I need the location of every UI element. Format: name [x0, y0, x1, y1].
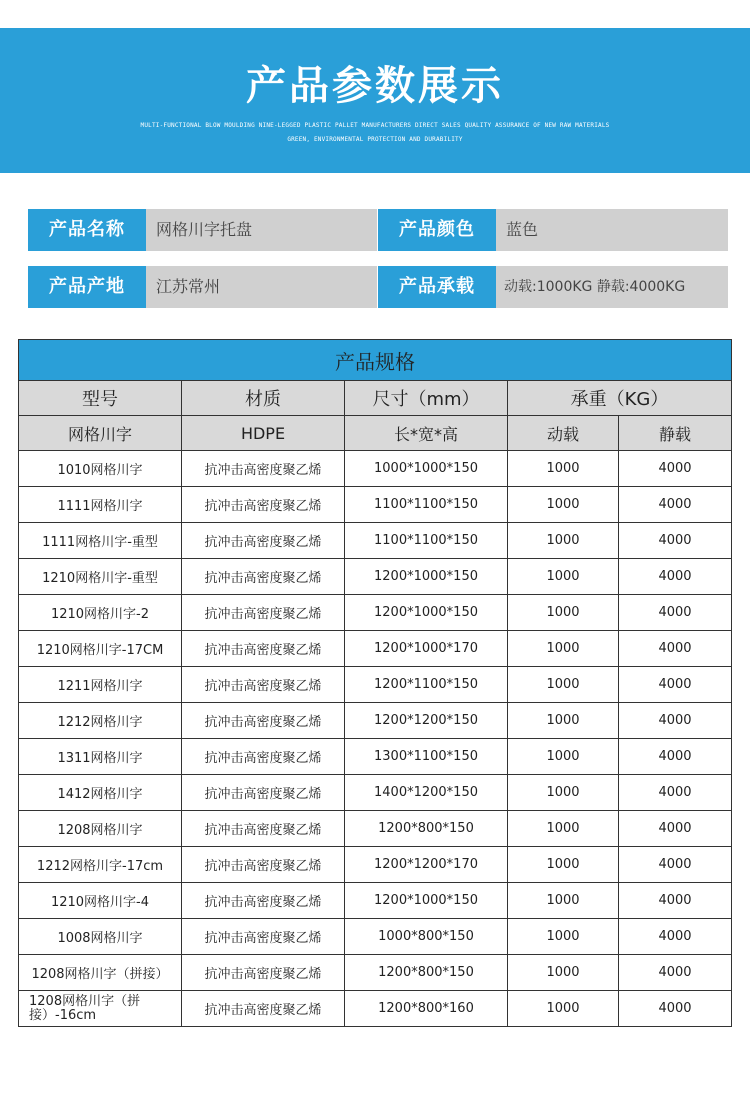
cell-size: 1200*1000*150 [345, 883, 508, 919]
product-color-value: 蓝色 [496, 209, 728, 251]
cell-material: 抗冲击高密度聚乙烯 [182, 955, 345, 991]
cell-static: 4000 [619, 523, 732, 559]
cell-dynamic: 1000 [508, 811, 619, 847]
cell-static: 4000 [619, 991, 732, 1027]
subheader-material: HDPE [182, 416, 345, 451]
cell-material: 抗冲击高密度聚乙烯 [182, 919, 345, 955]
cell-model: 1212网格川字 [19, 703, 182, 739]
cell-model: 1111网格川字-重型 [19, 523, 182, 559]
header-model: 型号 [19, 381, 182, 416]
cell-model: 1111网格川字 [19, 487, 182, 523]
cell-model: 1210网格川字-4 [19, 883, 182, 919]
table-row [19, 595, 732, 631]
table-row [19, 775, 732, 811]
spec-table [18, 339, 732, 1027]
table-row [19, 451, 732, 487]
cell-static: 4000 [619, 631, 732, 667]
cell-model: 1208网格川字 [19, 811, 182, 847]
cell-size: 1200*800*160 [345, 991, 508, 1027]
subheader-size: 长*宽*高 [345, 416, 508, 451]
cell-dynamic: 1000 [508, 523, 619, 559]
cell-material: 抗冲击高密度聚乙烯 [182, 703, 345, 739]
table-row [19, 487, 732, 523]
table-row [19, 847, 732, 883]
cell-dynamic: 1000 [508, 955, 619, 991]
cell-size: 1300*1100*150 [345, 739, 508, 775]
table-row [19, 883, 732, 919]
product-name-value: 网格川字托盘 [146, 209, 377, 251]
cell-size: 1200*1000*150 [345, 595, 508, 631]
product-load-label: 产品承载 [378, 266, 496, 308]
cell-model: 1210网格川字-重型 [19, 559, 182, 595]
table-row [19, 703, 732, 739]
header-size: 尺寸（mm） [345, 381, 508, 416]
table-row [19, 739, 732, 775]
subtitle-line-1: MULTI-FUNCTIONAL BLOW MOULDING NINE-LEGGED PLASTIC PALLET MANUFACTURERS DIRECT SALES QUALITY ASSURANCE OF NEW RAW MATERIALS [140, 122, 610, 129]
table-row [19, 559, 732, 595]
cell-dynamic: 1000 [508, 559, 619, 595]
cell-dynamic: 1000 [508, 703, 619, 739]
spec-caption: 产品规格 [19, 340, 732, 381]
cell-model: 1208网格川字（拼接）-16cm [19, 991, 182, 1027]
cell-size: 1200*1100*150 [345, 667, 508, 703]
page-subtitle [60, 119, 690, 147]
cell-material: 抗冲击高密度聚乙烯 [182, 487, 345, 523]
cell-size: 1200*1200*150 [345, 703, 508, 739]
cell-size: 1100*1100*150 [345, 487, 508, 523]
table-row [19, 811, 732, 847]
cell-material: 抗冲击高密度聚乙烯 [182, 451, 345, 487]
page-title: 产品参数展示 [246, 63, 504, 109]
cell-size: 1200*800*150 [345, 811, 508, 847]
cell-size: 1000*800*150 [345, 919, 508, 955]
cell-size: 1100*1100*150 [345, 523, 508, 559]
cell-static: 4000 [619, 595, 732, 631]
subheader-model: 网格川字 [19, 416, 182, 451]
cell-static: 4000 [619, 955, 732, 991]
cell-material: 抗冲击高密度聚乙烯 [182, 847, 345, 883]
cell-static: 4000 [619, 739, 732, 775]
table-row [19, 991, 732, 1027]
info-row-2 [28, 266, 728, 308]
cell-material: 抗冲击高密度聚乙烯 [182, 631, 345, 667]
header-banner [0, 28, 750, 173]
cell-model: 1010网格川字 [19, 451, 182, 487]
cell-static: 4000 [619, 847, 732, 883]
cell-dynamic: 1000 [508, 487, 619, 523]
cell-model: 1208网格川字（拼接） [19, 955, 182, 991]
cell-size: 1000*1000*150 [345, 451, 508, 487]
product-load-value: 动载:1000KG 静载:4000KG [496, 266, 728, 308]
cell-dynamic: 1000 [508, 595, 619, 631]
cell-material: 抗冲击高密度聚乙烯 [182, 991, 345, 1027]
cell-material: 抗冲击高密度聚乙烯 [182, 595, 345, 631]
subtitle-line-2: GREEN, ENVIRONMENTAL PROTECTION AND DURABILITY [287, 136, 463, 143]
cell-size: 1200*1000*170 [345, 631, 508, 667]
cell-dynamic: 1000 [508, 667, 619, 703]
cell-model: 1412网格川字 [19, 775, 182, 811]
cell-static: 4000 [619, 559, 732, 595]
cell-model: 1311网格川字 [19, 739, 182, 775]
cell-material: 抗冲击高密度聚乙烯 [182, 883, 345, 919]
cell-model: 1008网格川字 [19, 919, 182, 955]
product-origin-label: 产品产地 [28, 266, 146, 308]
cell-static: 4000 [619, 703, 732, 739]
subheader-dynamic: 动载 [508, 416, 619, 451]
cell-size: 1200*800*150 [345, 955, 508, 991]
cell-model: 1212网格川字-17cm [19, 847, 182, 883]
cell-dynamic: 1000 [508, 991, 619, 1027]
cell-dynamic: 1000 [508, 631, 619, 667]
header-material: 材质 [182, 381, 345, 416]
table-row [19, 955, 732, 991]
cell-dynamic: 1000 [508, 919, 619, 955]
cell-size: 1200*1200*170 [345, 847, 508, 883]
table-row [19, 631, 732, 667]
cell-size: 1200*1000*150 [345, 559, 508, 595]
cell-material: 抗冲击高密度聚乙烯 [182, 523, 345, 559]
product-origin-value: 江苏常州 [146, 266, 377, 308]
cell-static: 4000 [619, 451, 732, 487]
cell-model: 1211网格川字 [19, 667, 182, 703]
cell-material: 抗冲击高密度聚乙烯 [182, 559, 345, 595]
spec-subheader-row [19, 416, 732, 451]
cell-material: 抗冲击高密度聚乙烯 [182, 775, 345, 811]
subheader-static: 静载 [619, 416, 732, 451]
product-color-label: 产品颜色 [378, 209, 496, 251]
cell-static: 4000 [619, 775, 732, 811]
spec-caption-row [19, 340, 732, 381]
cell-model: 1210网格川字-2 [19, 595, 182, 631]
table-row [19, 919, 732, 955]
header-load: 承重（KG） [508, 381, 732, 416]
cell-material: 抗冲击高密度聚乙烯 [182, 739, 345, 775]
cell-dynamic: 1000 [508, 883, 619, 919]
cell-static: 4000 [619, 811, 732, 847]
cell-dynamic: 1000 [508, 775, 619, 811]
cell-static: 4000 [619, 487, 732, 523]
product-name-label: 产品名称 [28, 209, 146, 251]
cell-dynamic: 1000 [508, 739, 619, 775]
cell-static: 4000 [619, 919, 732, 955]
spec-header-row [19, 381, 732, 416]
table-row [19, 523, 732, 559]
info-row-1 [28, 209, 728, 251]
cell-material: 抗冲击高密度聚乙烯 [182, 811, 345, 847]
cell-static: 4000 [619, 883, 732, 919]
cell-model: 1210网格川字-17CM [19, 631, 182, 667]
table-row [19, 667, 732, 703]
cell-dynamic: 1000 [508, 451, 619, 487]
cell-material: 抗冲击高密度聚乙烯 [182, 667, 345, 703]
cell-size: 1400*1200*150 [345, 775, 508, 811]
cell-static: 4000 [619, 667, 732, 703]
cell-dynamic: 1000 [508, 847, 619, 883]
